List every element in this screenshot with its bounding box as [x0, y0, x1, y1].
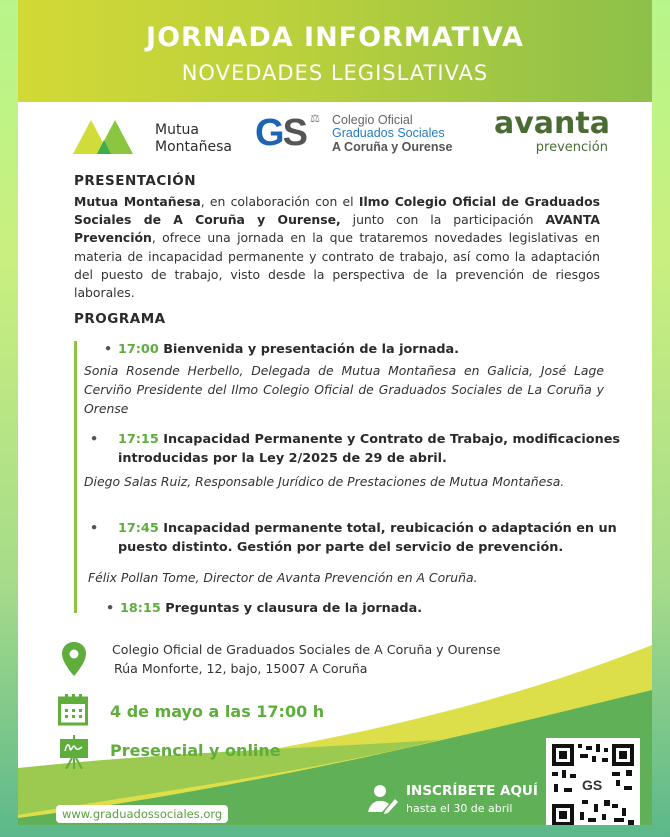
- event-mode: Presencial y online: [110, 741, 281, 760]
- programa-item: • 18:15 Preguntas y clausura de la jornada.: [106, 601, 423, 616]
- scales-icon: ⚖: [310, 112, 320, 125]
- presentacion-heading: PRESENTACIÓN: [74, 173, 197, 189]
- mountains-icon: [73, 118, 135, 154]
- location-text: Colegio Oficial de Graduados Sociales de A Coruña y Ourense Rúa Monforte, 12, bajo, 15007 A Coruña: [112, 642, 501, 676]
- colegio-line2: Graduados Sociales: [332, 126, 445, 140]
- presentation-board-icon: [60, 735, 88, 769]
- programa-accent-bar: [74, 341, 77, 613]
- programa-heading: PROGRAMA: [74, 311, 166, 327]
- user-signup-icon: [368, 784, 400, 814]
- programa-speaker: Sonia Rosende Herbello, Delegada de Mutua Montañesa en Galicia, José Lage Cerviño Presidente del Ilmo Colegio Oficial de Graduados Sociales de La Coruña y Orense: [84, 363, 604, 416]
- presentacion-text: Mutua Montañesa, en colaboración con el Ilmo Colegio Oficial de Graduados Sociales de A Coruña y Ourense, junto con la participación AVANTA Prevención, ofrece una jornada en la que trataremos novedades legislativas en materia de incapacidad permanente y contrato de trabajo, así como la adaptación del puesto de trabajo, visto desde la perspectiva de la prevención de riesgos laborales.: [74, 194, 600, 301]
- mutua-logo-line1: Mutua: [155, 122, 199, 138]
- qr-center-label: GS: [582, 777, 603, 793]
- website-link[interactable]: www.graduadossociales.org: [56, 805, 228, 823]
- qr-code[interactable]: [546, 738, 640, 825]
- register-cta[interactable]: INSCRÍBETE AQUÍ: [406, 783, 538, 799]
- calendar-icon: [58, 694, 88, 726]
- register-deadline: hasta el 30 de abril: [406, 802, 513, 815]
- programa-speaker: Félix Pollan Tome, Director de Avanta Prevención en A Coruña.: [88, 570, 478, 585]
- page-title: JORNADA INFORMATIVA: [146, 22, 524, 53]
- programa-item: • 17:45 Incapacidad permanente total, reubicación o adaptación en un puesto distinto. Gestión por parte del servicio de prevención.: [90, 521, 617, 555]
- location-pin-icon: [62, 642, 86, 676]
- mutua-logo-line2: Montañesa: [155, 139, 232, 155]
- avanta-logo: [494, 106, 638, 158]
- gs-mark: GS: [255, 112, 306, 154]
- programa-item: • 17:00 Bienvenida y presentación de la jornada.: [104, 342, 459, 357]
- programa-item: • 17:15 Incapacidad Permanente y Contrato de Trabajo, modificaciones introducidas por la Ley 2/2025 de 29 de abril.: [90, 432, 620, 466]
- mutua-montanesa-logo: [73, 116, 233, 156]
- avanta-line2: prevención: [535, 140, 608, 155]
- flyer-card: [18, 0, 652, 825]
- event-date: 4 de mayo a las 17:00 h: [110, 702, 325, 721]
- programa-speaker: Diego Salas Ruiz, Responsable Jurídico de Prestaciones de Mutua Montañesa.: [84, 474, 565, 489]
- colegio-graduados-logo: [255, 112, 485, 158]
- header-banner: [18, 0, 652, 102]
- page-subtitle: NOVEDADES LEGISLATIVAS: [181, 61, 489, 85]
- colegio-line3: A Coruña y Ourense: [332, 140, 453, 154]
- avanta-line1: avanta: [494, 106, 610, 141]
- colegio-line1: Colegio Oficial: [332, 113, 413, 127]
